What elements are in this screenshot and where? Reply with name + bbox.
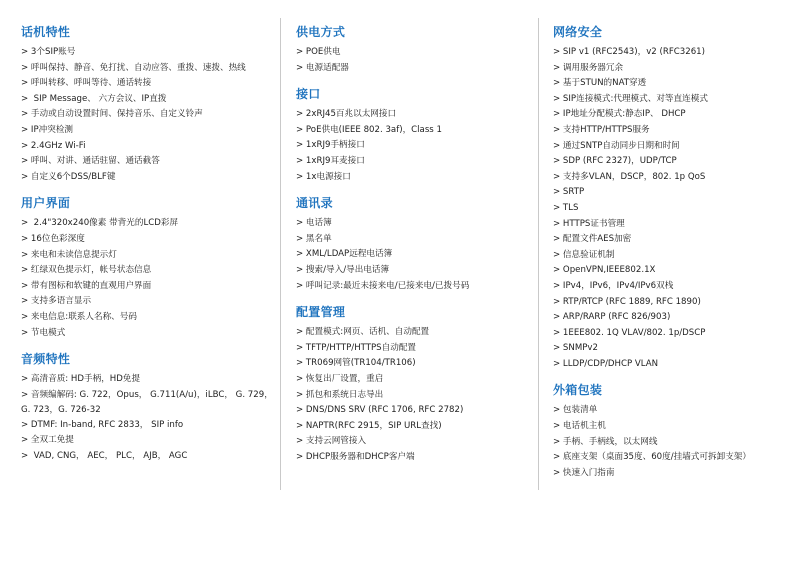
list-item: > 电源适配器 (296, 62, 349, 73)
list-item: > IP冲突检测 (21, 124, 74, 135)
section-power-supply (296, 24, 536, 76)
list-item: > 电话机主机 (553, 421, 606, 432)
list-item: > 高清音质: HD手柄，HD免提 (21, 374, 141, 385)
list-item: > 配置文件AES加密 (553, 234, 632, 245)
list-item: > IPv4，IPv6，IPv4/IPv6双栈 (553, 280, 674, 291)
section-heading: 外箱包装 (553, 383, 603, 398)
list-item: > SRTP (553, 187, 585, 198)
list-item: > OpenVPN,IEEE802.1X (553, 265, 656, 276)
feature-list (21, 372, 276, 464)
section-heading: 用户界面 (21, 196, 71, 211)
list-item: > 全双工免提 (21, 435, 74, 446)
list-item: > 恢复出厂设置，重启 (296, 373, 384, 384)
list-item: > 自定义6个DSS/BLF键 (21, 171, 116, 182)
list-item: > 快速入门指南 (553, 467, 615, 478)
section-directory (296, 195, 536, 294)
list-item: > 2.4GHz Wi-Fi (21, 140, 86, 151)
list-item: > 抓包和系统日志导出 (296, 389, 384, 400)
list-item: > POE供电 (296, 47, 341, 57)
list-item: > ARP/RARP (RFC 826/903) (553, 312, 671, 323)
list-item: > 1xRJ9耳麦接口 (296, 155, 365, 166)
list-item: > 3个SIP账号 (21, 47, 76, 57)
list-item: > 来电信息:联系人名称、号码 (21, 311, 137, 322)
list-item: > 节电模式 (21, 327, 66, 338)
list-item: > 16位色彩深度 (21, 233, 85, 244)
section-phone-features (21, 24, 276, 185)
list-item: > 黑名单 (296, 233, 332, 244)
feature-list (553, 45, 785, 372)
list-item: > SDP (RFC 2327)，UDP/TCP (553, 156, 677, 167)
list-item: > TFTP/HTTP/HTTPS自动配置 (296, 342, 417, 353)
feature-list (296, 325, 536, 465)
feature-list (553, 403, 785, 481)
feature-list (296, 107, 536, 185)
list-item: > 信息验证机制 (553, 249, 615, 260)
section-heading: 供电方式 (296, 25, 346, 39)
list-item: > 包装清单 (553, 405, 598, 416)
list-item: > DTMF: In-band, RFC 2833， SIP info (21, 419, 184, 430)
list-item: > SIP连接模式:代理模式、对等直连模式 (553, 93, 708, 104)
list-item: > TLS (553, 202, 579, 213)
list-item: > 底座支架（桌面35度、60度/挂墙式可拆卸支架） (553, 452, 751, 463)
list-item: > 调用服务器冗余 (553, 62, 624, 73)
list-item: > HTTPS证书管理 (553, 218, 625, 229)
list-item: > 1EEE802. 1Q VLAV/802. 1p/DSCP (553, 327, 706, 338)
list-item: > XML/LDAP远程电话簿 (296, 249, 393, 260)
column-phone-features (21, 24, 276, 474)
list-item: > 配置模式:网页、话机、自动配置 (296, 327, 430, 338)
list-item: > TR069网管(TR104/TR106) (296, 358, 416, 369)
section-package-contents (553, 382, 785, 481)
column-divider (280, 18, 281, 490)
list-item: > DHCP服务器和DHCP客户端 (296, 451, 415, 462)
list-item: > 红绿双色提示灯，帐号状态信息 (21, 265, 152, 276)
section-heading: 接口 (296, 87, 321, 102)
list-item: > 呼叫保持、静音、免打扰、自动应答、重拨、速拨、热线 (21, 62, 246, 73)
section-heading: 音频特性 (21, 352, 71, 367)
section-heading: 网络安全 (553, 25, 603, 39)
section-interfaces (296, 86, 536, 185)
list-item: > RTP/RTCP (RFC 1889, RFC 1890) (553, 296, 701, 307)
list-item: > VAD, CNG， AEC， PLC， AJB， AGC (21, 450, 188, 461)
list-item: > DNS/DNS SRV (RFC 1706, RFC 2782) (296, 405, 464, 416)
list-item: > 手动或自动设置时间、保持音乐、自定义铃声 (21, 109, 203, 120)
feature-list (21, 216, 276, 341)
list-item: > SIP v1 (RFC2543)，v2 (RFC3261) (553, 47, 705, 57)
list-item: > 基于STUN的NAT穿透 (553, 78, 647, 89)
section-heading: 通讯录 (296, 196, 333, 211)
section-heading: 话机特性 (21, 25, 71, 39)
list-item: > 2xRJ45百兆以太网接口 (296, 109, 397, 120)
list-item: > LLDP/CDP/DHCP VLAN (553, 358, 659, 369)
list-item: > 手柄、手柄线，以太网线 (553, 436, 658, 447)
list-item: > 2.4"320x240像素 带背光的LCD彩屏 (21, 218, 179, 229)
list-item: > 1xRJ9手柄接口 (296, 140, 365, 151)
list-item: > IP地址分配模式:静态IP、 DHCP (553, 109, 686, 120)
list-item: > 呼叫、对讲、通话驻留、通话截答 (21, 156, 160, 167)
list-item: > SIP Message、 六方会议、IP直拨 (21, 93, 167, 104)
list-item: > 支持云网管接入 (296, 436, 367, 447)
list-item: > 支持多语言显示 (21, 296, 92, 307)
list-item: > PoE供电(IEEE 802. 3af)，Class 1 (296, 124, 442, 135)
feature-list (296, 45, 536, 76)
list-item: > NAPTR(RFC 2915，SIP URL查找) (296, 420, 442, 431)
section-network-security (553, 24, 785, 372)
list-item: > 搜索/导入/导出电话簿 (296, 264, 390, 275)
column-power-interface (296, 24, 536, 475)
list-item: > 音频编解码: G. 722，Opus， G.711(A/u)，iLBC， G. 729， G. 723，G. 726-32 (21, 389, 273, 415)
list-item: > 带有图标和软键的直观用户界面 (21, 280, 152, 291)
list-item: > 电话簿 (296, 218, 332, 229)
list-item: > 支持多VLAN，DSCP，802. 1p QoS (553, 171, 706, 182)
feature-list (21, 45, 276, 185)
list-item: > 支持HTTP/HTTPS服务 (553, 124, 650, 135)
list-item: > 通过SNTP自动同步日期和时间 (553, 140, 680, 151)
section-user-interface (21, 195, 276, 341)
feature-list (296, 216, 536, 294)
list-item: > SNMPv2 (553, 343, 598, 354)
column-security-package (553, 24, 785, 491)
column-divider (538, 18, 539, 490)
list-item: > 来电和未读信息提示灯 (21, 249, 117, 260)
section-management (296, 304, 536, 465)
section-heading: 配置管理 (296, 305, 346, 320)
section-audio-features (21, 351, 276, 464)
list-item: > 1x电源接口 (296, 171, 351, 182)
list-item: > 呼叫转移、呼叫等待、通话转接 (21, 78, 152, 89)
list-item: > 呼叫记录:最近未接来电/已接来电/已拨号码 (296, 280, 470, 291)
